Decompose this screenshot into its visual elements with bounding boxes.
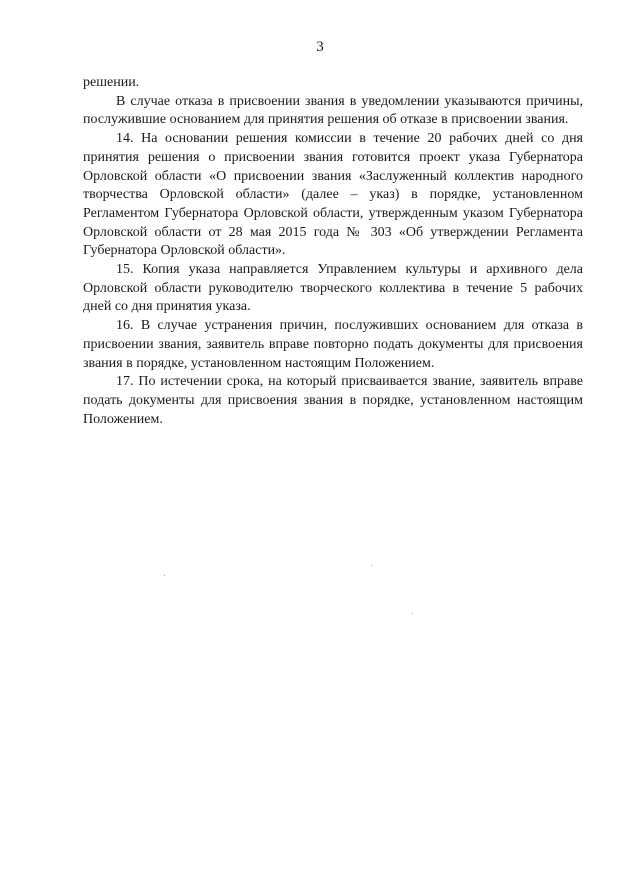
page-number: 3 [316,39,324,55]
paragraph-continuation: решении. [83,75,140,90]
paragraph-17: 17. По истечении срока, на который присваивается звание, заявитель вправе подать документы для присвоения звания в порядке, установленном настоящим Положением. [83,374,583,427]
paragraph-16: 16. В случае устранения причин, послуживших основанием для отказа в присвоении звания, заявитель вправе повторно подать документы для присвоения звания в порядке, установленном настоящим Положением. [83,318,583,371]
paragraph-15: 15. Копия указа направляется Управлением культуры и архивного дела Орловской области руководителю творческого коллектива в течение 5 рабочих дней со дня принятия указа. [83,262,583,315]
paragraph-refusal-reasons: В случае отказа в присвоении звания в уведомлении указываются причины, послужившие основанием для принятия решения об отказе в присвоении звания. [83,93,583,128]
scan-speck [164,575,165,576]
scan-speck [371,565,372,566]
paragraph-14: 14. На основании решения комиссии в течение 20 рабочих дней со дня принятия решения о присвоении звания готовится проект указа Губернатора Орловской области «О присвоении звания «Заслуженный коллектив народного творчества Орловской области» (далее – указ) в порядке, установленном Регламентом Губернатора Орловской области, утвержденным указом Губернатора Орловской области от 28 мая 2015 года № 303 «Об утверждении Регламента Губернатора Орловской области». [83,131,583,259]
document-body [83,74,583,429]
scan-speck [412,613,413,614]
